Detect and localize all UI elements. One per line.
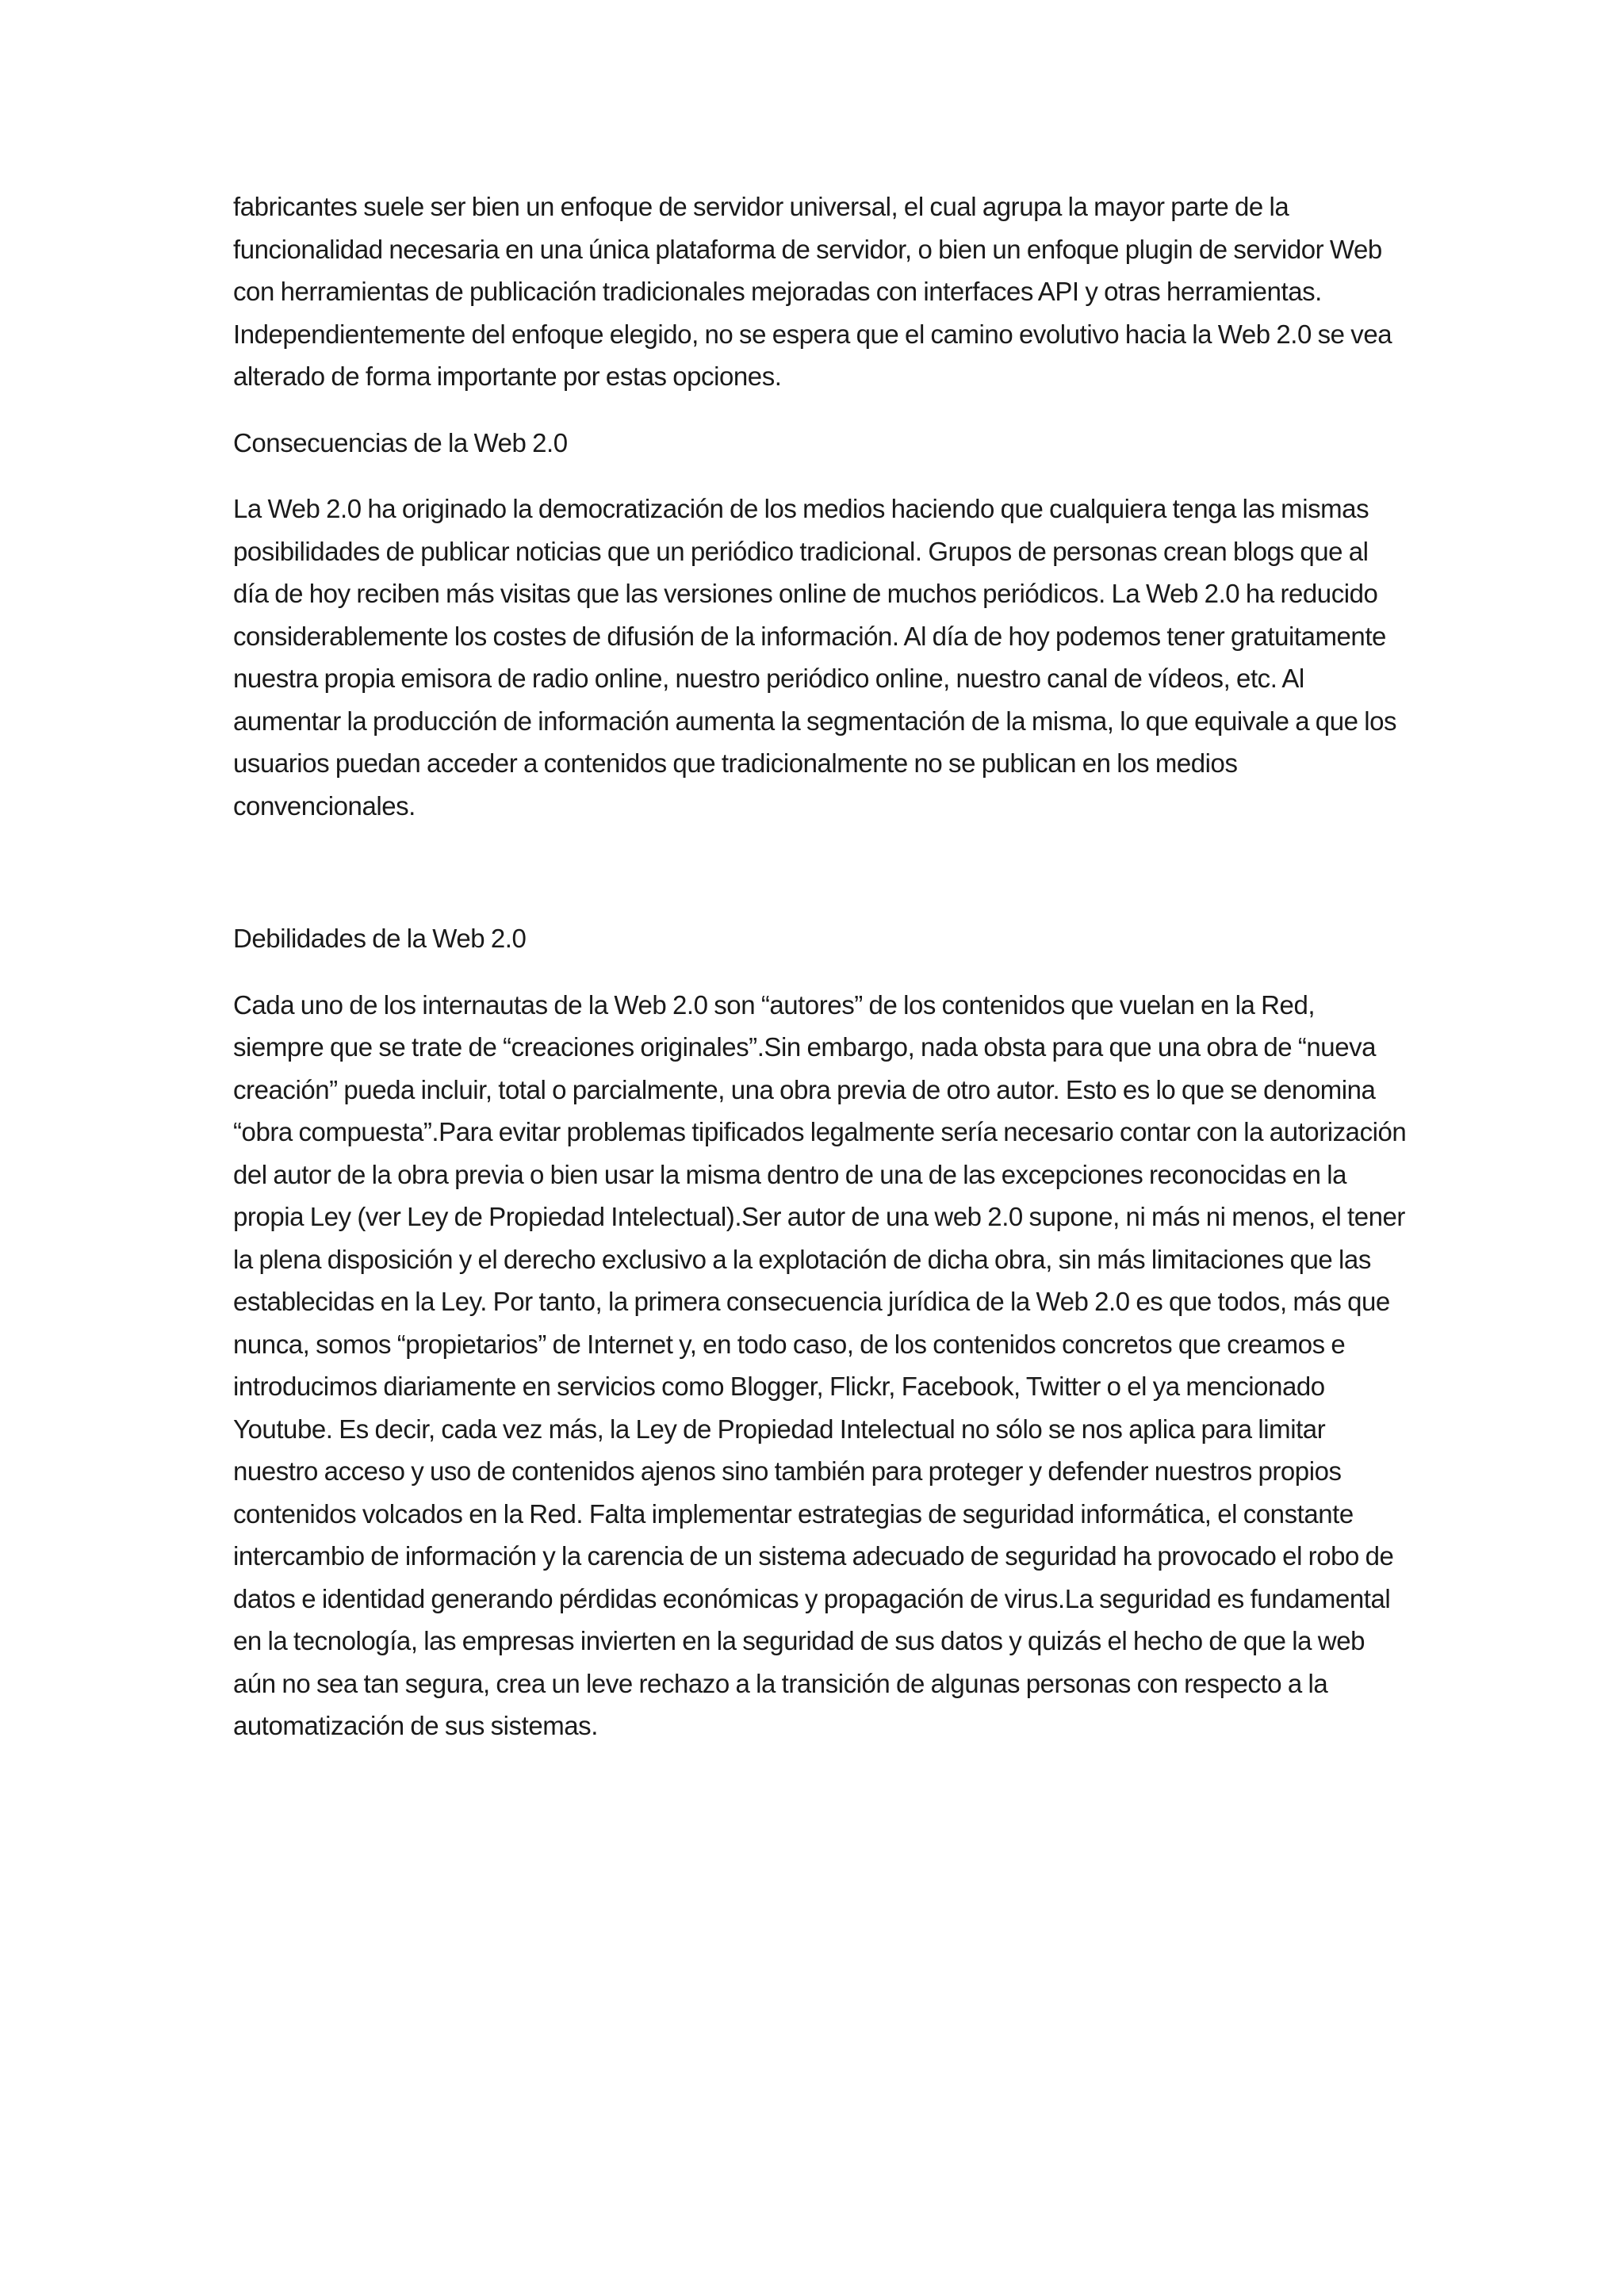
paragraph-intro: fabricantes suele ser bien un enfoque de servidor universal, el cual agrupa la mayor parte de la funcionalidad necesaria en una única plataforma de servidor, o bien un enfoque plugin de servidor Web con herramientas de publicación tradicionales mejoradas con interfaces API y otras herramientas. Independientemente del enfoque elegido, no se espera que el camino evolutivo hacia la Web 2.0 se vea alterado de forma importante por estas opciones.: [233, 192, 1392, 391]
spacer: [233, 851, 1407, 917]
heading-consecuencias: Consecuencias de la Web 2.0: [233, 427, 568, 457]
paragraph-consecuencias: La Web 2.0 ha originado la democratización de los medios haciendo que cualquiera tenga las mismas posibilidades de publicar noticias que un periódico tradicional. Grupos de personas crean blogs que al día de hoy reciben más visitas que las versiones online de muchos periódicos. La Web 2.0 ha reducido considerablemente los costes de difusión de la información. Al día de hoy podemos tener gratuitamente nuestra propia emisora de radio online, nuestro periódico online, nuestro canal de vídeos, etc. Al aumentar la producción de información aumenta la segmentación de la misma, lo que equivale a que los usuarios puedan acceder a contenidos que tradicionalmente no se publican en los medios convencionales.: [233, 494, 1397, 821]
paragraph-debilidades: Cada uno de los internautas de la Web 2.0 son “autores” de los contenidos que vuelan en la Red, siempre que se trate de “creaciones originales”.Sin embargo, nada obsta para que una obra de “nueva creación” pueda incluir, total o parcialmente, una obra previa de otro autor. Esto es lo que se denomina “obra compuesta”.Para evitar problemas tipificados legalmente sería necesario contar con la autorización del autor de la obra previa o bien usar la misma dentro de una de las excepciones reconocidas en la propia Ley (ver Ley de Propiedad Intelectual).Ser autor de una web 2.0 supone, ni más ni menos, el tener la plena disposición y el derecho exclusivo a la explotación de dicha obra, sin más limitaciones que las establecidas en la Ley. Por tanto, la primera consecuencia jurídica de la Web 2.0 es que todos, más que nunca, somos “propietarios” de Internet y, en todo caso, de los contenidos concretos que creamos e introducimos diariamente en servicios como Blogger, Flickr, Facebook, Twitter o el ya mencionado Youtube. Es decir, cada vez más, la Ley de Propiedad Intelectual no sólo se nos aplica para limitar nuestro acceso y uso de contenidos ajenos sino también para proteger y defender nuestros propios contenidos volcados en la Red. Falta implementar estrategias de seguridad informática, el constante intercambio de información y la carencia de un sistema adecuado de seguridad ha provocado el robo de datos e identidad generando pérdidas económicas y propagación de virus.La seguridad es fundamental en la tecnología, las empresas invierten en la seguridad de sus datos y quizás el hecho de que la web aún no sea tan segura, crea un leve rechazo a la transición de algunas personas con respecto a la automatización de sus sistemas.: [233, 989, 1407, 1740]
document-body: [233, 186, 1407, 1771]
heading-debilidades: Debilidades de la Web 2.0: [233, 924, 527, 953]
